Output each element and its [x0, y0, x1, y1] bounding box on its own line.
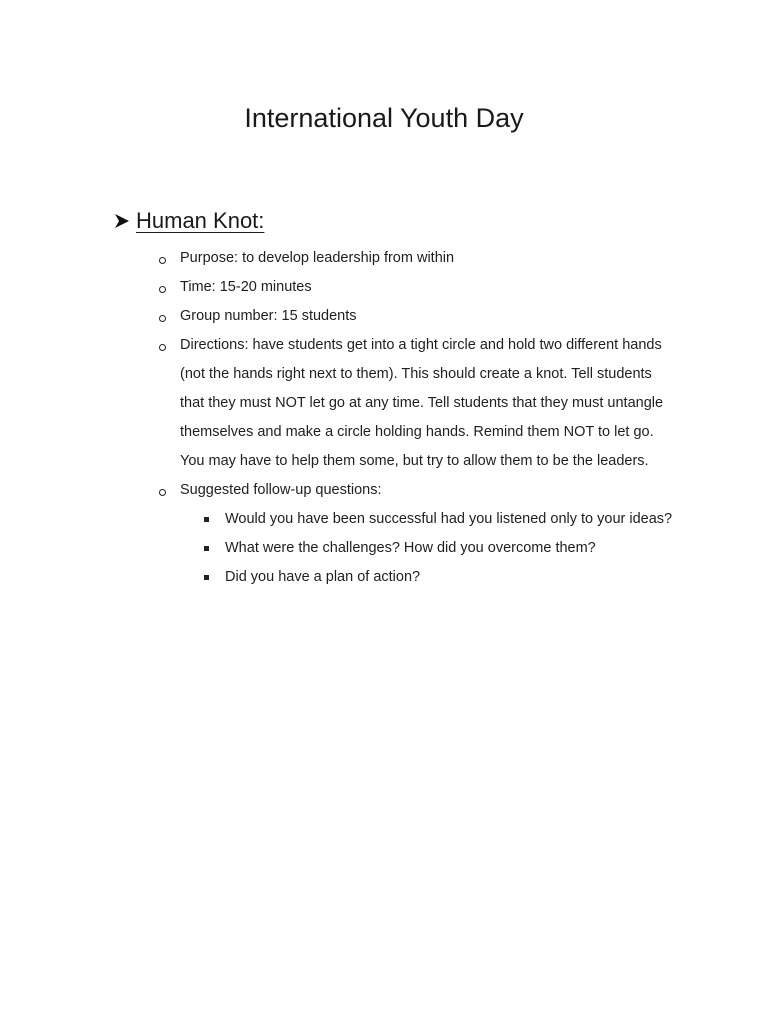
list-item-directions	[158, 331, 678, 476]
question-item	[204, 563, 678, 592]
hollow-circle-icon	[159, 344, 166, 351]
hollow-circle-icon	[159, 489, 166, 496]
hollow-circle-icon	[159, 286, 166, 293]
section-heading	[113, 204, 713, 238]
list-item-text: Suggested follow-up questions:	[180, 482, 382, 498]
list-item-group-number	[158, 302, 678, 331]
section-human-knot	[113, 204, 713, 585]
list-item-purpose	[158, 244, 678, 273]
question-text: Did you have a plan of action?	[225, 569, 421, 585]
question-item	[204, 534, 678, 563]
hollow-circle-icon	[159, 315, 166, 322]
filled-square-icon	[204, 517, 209, 522]
list-item-text: Purpose: to develop leadership from within	[180, 250, 455, 266]
section-heading-text: Human Knot:	[136, 208, 265, 233]
list-item-time	[158, 273, 678, 302]
document-title: International Youth Day	[244, 103, 524, 133]
question-text: Would you have been successful had you listened only to your ideas?	[225, 511, 673, 527]
list-item-follow-up	[158, 476, 678, 592]
follow-up-questions-list	[204, 505, 678, 592]
arrow-head-icon	[113, 212, 131, 230]
hollow-circle-icon	[159, 257, 166, 264]
question-text: What were the challenges? How did you overcome them?	[225, 540, 596, 556]
filled-square-icon	[204, 546, 209, 551]
list-item-text: Time: 15-20 minutes	[180, 279, 312, 295]
list-item-text: Group number: 15 students	[180, 308, 357, 324]
activity-details-list	[158, 244, 678, 592]
list-item-text: Directions: have students get into a tight circle and hold two different hands (not the hands right next to them). This should create a knot. Tell students that they must NOT let go at any time. Tell students that they must untangle themselves and make a circle holding hands. Remind them NOT to let go. You may have to help them some, but try to allow them to be the leaders.	[180, 337, 664, 469]
filled-square-icon	[204, 575, 209, 580]
question-item	[204, 505, 678, 534]
